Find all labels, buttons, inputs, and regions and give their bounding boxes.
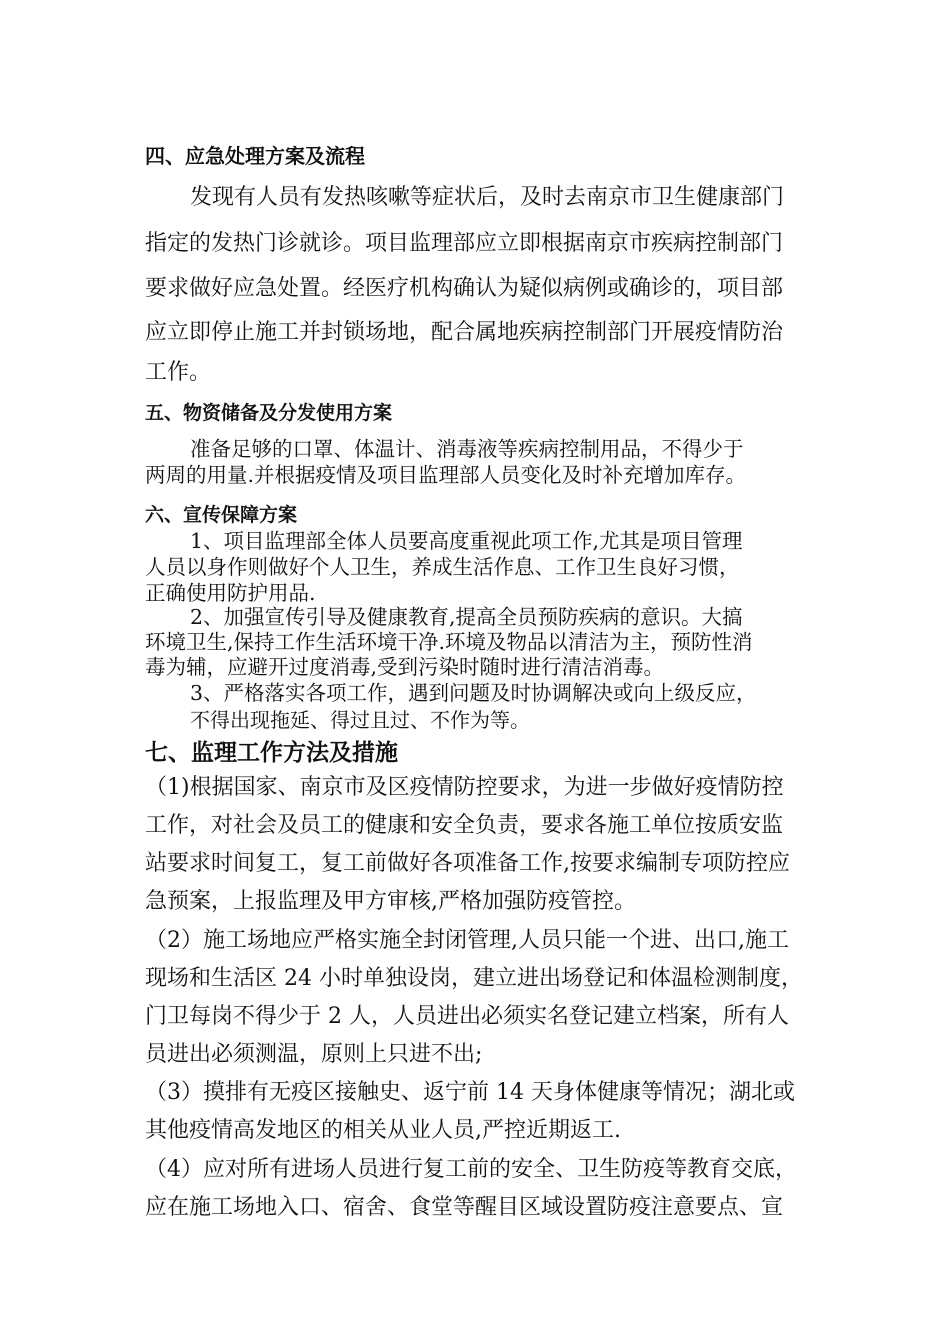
paragraph-line: 门卫每岗不得少于 2 人，人员进出必须实名登记建立档案，所有人	[145, 1004, 789, 1029]
section-heading: 五、物资储备及分发使用方案	[145, 402, 393, 424]
section-heading: 四、应急处理方案及流程	[145, 144, 365, 168]
paragraph-line: 2、加强宣传引导及健康教育,提高全员预防疾病的意识。大搞	[190, 605, 743, 629]
paragraph-line: 员进出必须测温，原则上只进不出;	[145, 1042, 483, 1067]
paragraph-line: （4）应对所有进场人员进行复工前的安全、卫生防疫等教育交底，	[145, 1157, 797, 1182]
paragraph-line: 3、严格落实各项工作，遇到问题及时协调解决或向上级反应，	[190, 681, 757, 705]
paragraph-line: 不得出现拖延、得过且过、不作为等。	[190, 708, 530, 732]
paragraph-line: 正确使用防护用品.	[145, 581, 316, 605]
paragraph-line: 人员以身作则做好个人卫生，养成生活作息、工作卫生良好习惯，	[145, 555, 740, 579]
paragraph-line: （2）施工场地应严格实施全封闭管理,人员只能一个进、出口,施工	[145, 928, 789, 953]
paragraph-line: 急预案，上报监理及甲方审核,严格加强防疫管控。	[145, 889, 636, 914]
paragraph-line: 站要求时间复工，复工前做好各项准备工作,按要求编制专项防控应	[145, 851, 790, 876]
section-heading: 七、监理工作方法及措施	[145, 740, 398, 766]
paragraph-line: 应在施工场地入口、宿舍、食堂等醒目区域设置防疫注意要点、宣	[145, 1195, 784, 1220]
paragraph-line: 现场和生活区 24 小时单独设岗，建立进出场登记和体温检测制度，	[145, 966, 803, 991]
paragraph-line: 准备足够的口罩、体温计、消毒液等疾病控制用品，不得少于	[190, 437, 744, 461]
paragraph-line: 指定的发热门诊就诊。项目监理部应立即根据南京市疾病控制部门	[145, 231, 784, 256]
paragraph-line: 要求做好应急处置。经医疗机构确认为疑似病例或确诊的，项目部	[145, 276, 784, 301]
paragraph-line: 环境卫生,保持工作生活环境干净.环境及物品以清洁为主，预防性消	[145, 630, 753, 654]
paragraph-line: 发现有人员有发热咳嗽等症状后，及时去南京市卫生健康部门	[190, 185, 785, 210]
paragraph-line: （3）摸排有无疫区接触史、返宁前 14 天身体健康等情况；湖北或	[145, 1080, 795, 1105]
paragraph-line: 1、项目监理部全体人员要高度重视此项工作,尤其是项目管理	[190, 529, 743, 553]
paragraph-line: 其他疫情高发地区的相关从业人员,严控近期返工.	[145, 1118, 621, 1143]
section-heading: 六、宣传保障方案	[145, 504, 298, 526]
paragraph-line: 两周的用量.并根据疫情及项目监理部人员变化及时补充增加库存。	[145, 463, 747, 487]
paragraph-line: 工作，对社会及员工的健康和安全负责，要求各施工单位按质安监	[145, 813, 784, 838]
paragraph-line: 工作。	[145, 360, 212, 385]
paragraph-line: 毒为辅，应避开过度消毒,受到污染时随时进行清洁消毒。	[145, 655, 665, 679]
paragraph-line: （1)根据国家、南京市及区疫情防控要求，为进一步做好疫情防控	[145, 775, 784, 800]
paragraph-line: 应立即停止施工并封锁场地，配合属地疾病控制部门开展疫情防治	[145, 320, 784, 345]
